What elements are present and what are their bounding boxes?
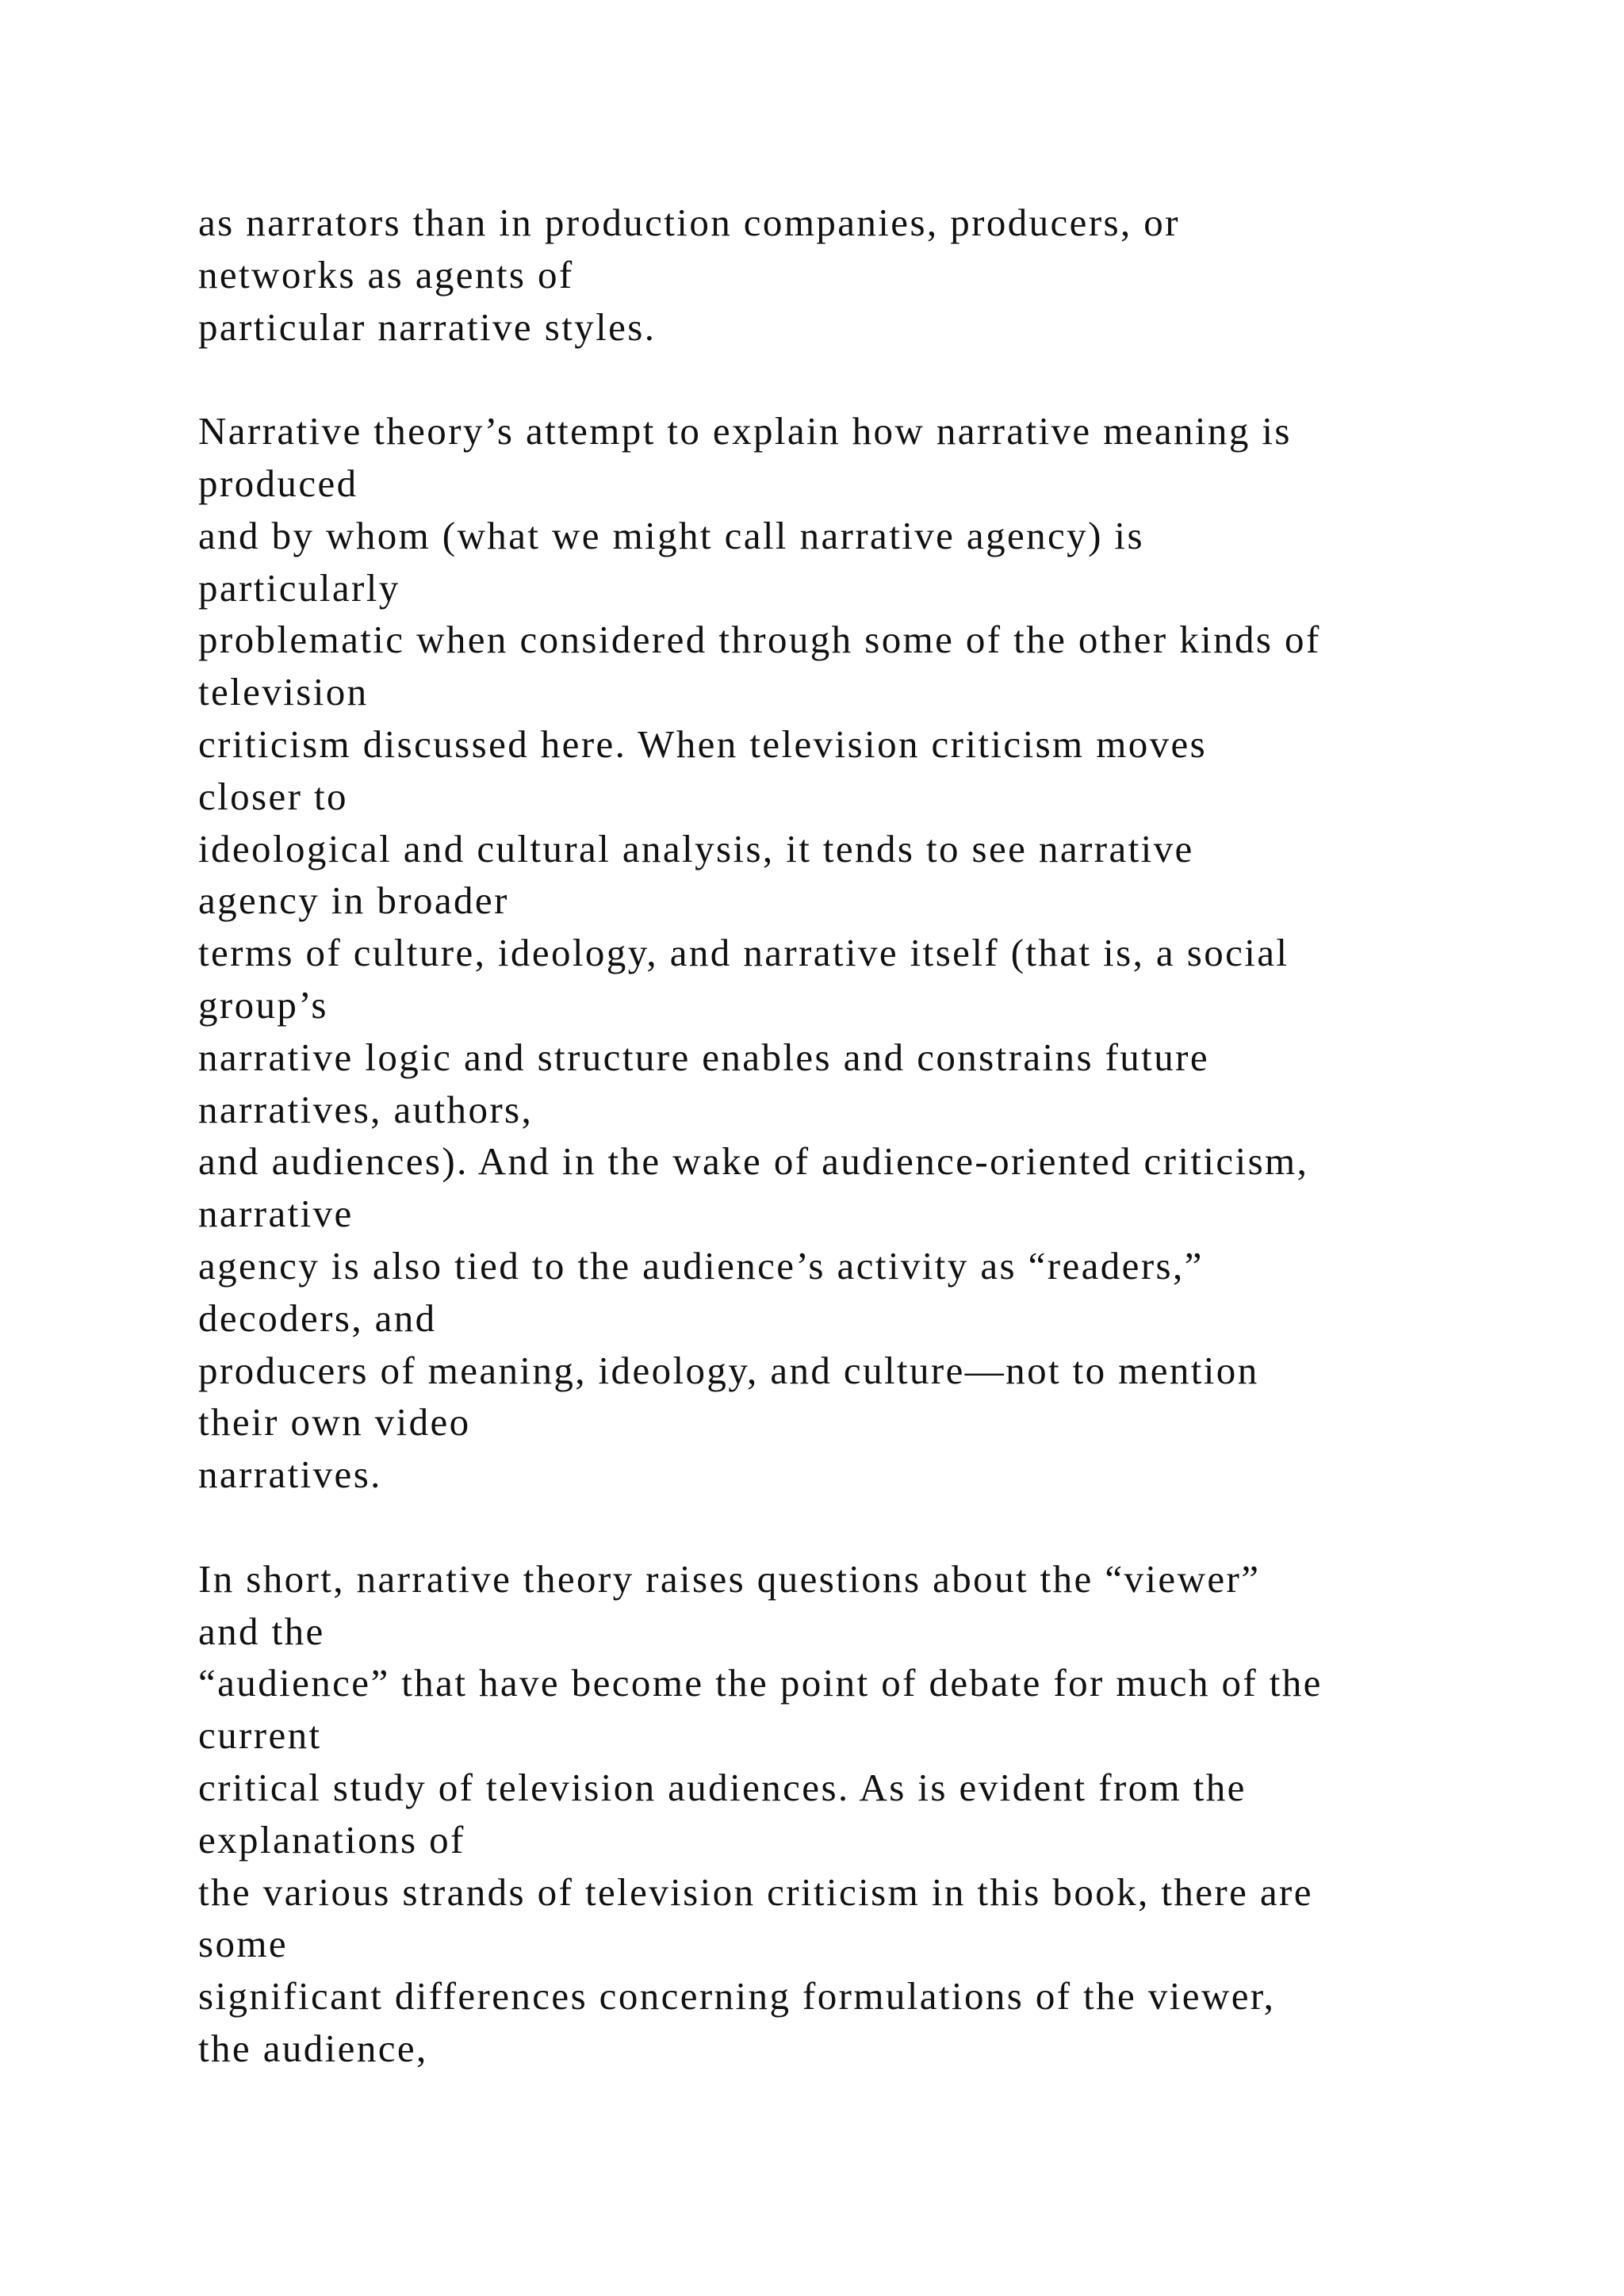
text-line: particular narrative styles. <box>198 304 657 349</box>
text-line: agency is also tied to the audience’s activity as “readers,” <box>198 1243 1204 1288</box>
text-line: their own video <box>198 1400 471 1445</box>
text-line: television <box>198 670 369 714</box>
text-line: terms of culture, ideology, and narrative itself (that is, a social <box>198 931 1289 975</box>
text-line: produced <box>198 461 358 505</box>
text-line: explanations of <box>198 1817 465 1862</box>
text-line: closer to <box>198 774 348 818</box>
text-line: narrative logic and structure enables and constrains future <box>198 1035 1209 1079</box>
text-line: criticism discussed here. When television criticism moves <box>198 721 1208 766</box>
text-line: narratives, authors, <box>198 1087 534 1131</box>
body-text <box>198 197 1546 2075</box>
text-line: current <box>198 1713 322 1758</box>
paragraph-gap <box>198 353 1546 405</box>
text-line: narrative <box>198 1192 354 1236</box>
text-line: agency in broader <box>198 878 509 923</box>
text-line: the audience, <box>198 2026 428 2070</box>
text-line: and audiences). And in the wake of audience-oriented criticism, <box>198 1139 1309 1184</box>
text-line: group’s <box>198 982 328 1027</box>
paragraph-2 <box>198 405 1546 1501</box>
text-line: Narrative theory’s attempt to explain how narrative meaning is <box>198 409 1292 453</box>
text-line: In short, narrative theory raises questions about the “viewer” <box>198 1556 1261 1601</box>
text-line: networks as agents of <box>198 252 574 297</box>
paragraph-gap <box>198 1501 1546 1553</box>
text-line: and by whom (what we might call narrative agency) is <box>198 513 1144 557</box>
text-line: ideological and cultural analysis, it tends to see narrative <box>198 826 1194 871</box>
text-line: critical study of television audiences. As is evident from the <box>198 1765 1247 1809</box>
text-line: producers of meaning, ideology, and culture—not to mention <box>198 1348 1259 1392</box>
paragraph-1 <box>198 197 1546 353</box>
text-line: problematic when considered through some of the other kinds of <box>198 618 1321 662</box>
text-line: as narrators than in production companies, producers, or <box>198 201 1180 244</box>
text-line: narratives. <box>198 1452 382 1497</box>
text-line: decoders, and <box>198 1295 437 1340</box>
text-line: and the <box>198 1609 325 1653</box>
paragraph-3 <box>198 1553 1546 2075</box>
text-line: significant differences concerning formulations of the viewer, <box>198 1974 1276 2019</box>
text-line: particularly <box>198 565 400 610</box>
text-line: the various strands of television criticism in this book, there are <box>198 1869 1313 1914</box>
text-line: “audience” that have become the point of debate for much of the <box>198 1661 1323 1705</box>
text-line: some <box>198 1922 289 1966</box>
